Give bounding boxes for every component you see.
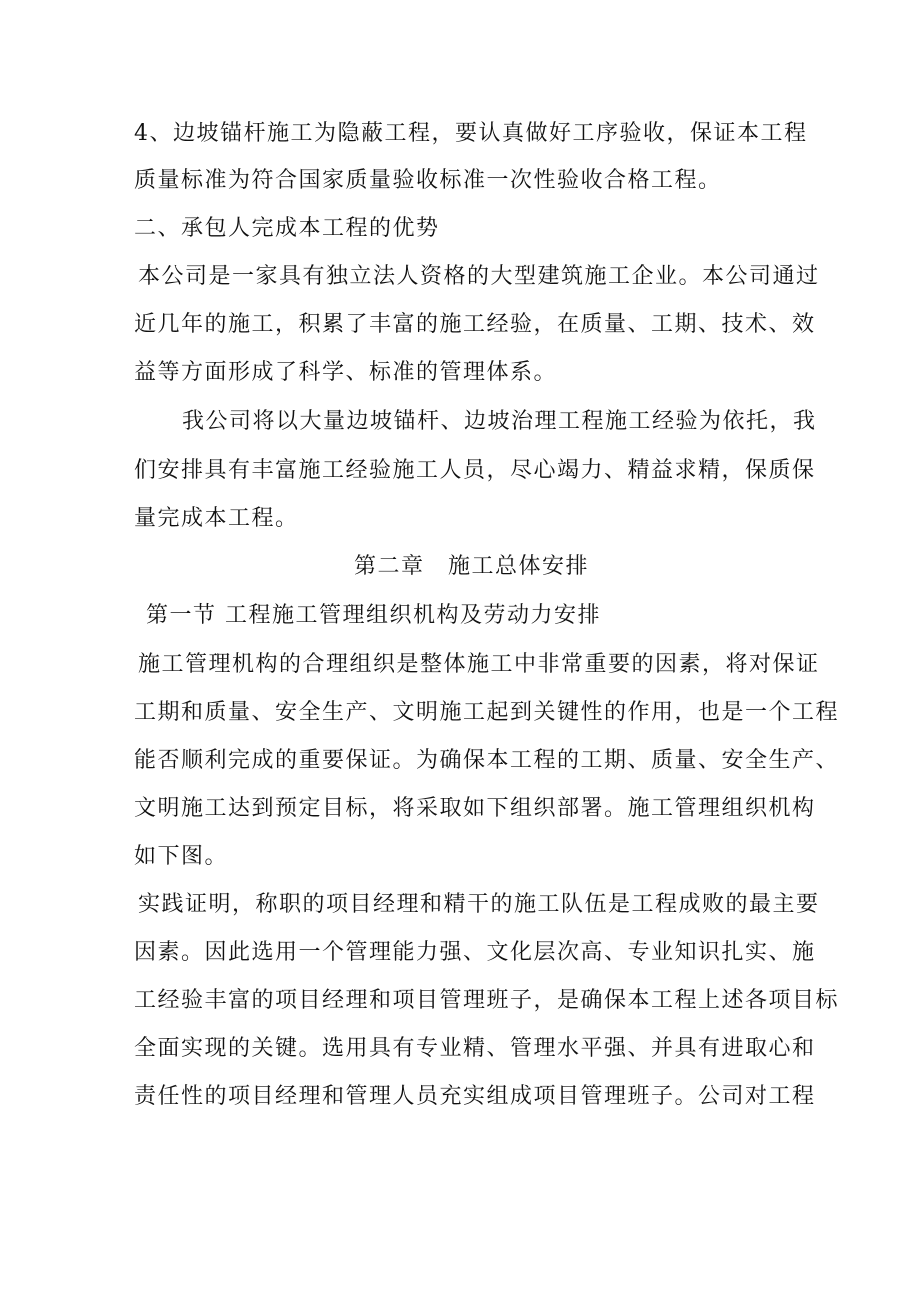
paragraph-line: 实践证明，称职的项目经理和精干的施工队伍是工程成败的最主要 [138, 892, 820, 917]
paragraph-line: 工期和质量、安全生产、文明施工起到关键性的作用，也是一个工程 [134, 700, 840, 725]
paragraph-line: 工经验丰富的项目经理和项目管理班子，是确保本工程上述各项目标 [134, 988, 840, 1013]
paragraph-line: 近几年的施工，积累了丰富的施工经验，在质量、工期、技术、效 [134, 312, 816, 337]
paragraph-line: 4、边坡锚杆施工为隐蔽工程，要认真做好工序验收，保证本工程 [134, 121, 808, 146]
paragraph-line: 我公司将以大量边坡锚杆、边坡治理工程施工经验为依托，我 [182, 409, 817, 434]
paragraph-line: 全面实现的关键。选用具有专业精、管理水平强、并具有进取心和 [134, 1036, 816, 1061]
paragraph-line: 质量标准为符合国家质量验收标准一次性验收合格工程。 [134, 168, 722, 193]
paragraph-line: 们安排具有丰富施工经验施工人员，尽心竭力、精益求精，保质保 [134, 458, 816, 483]
paragraph-line: 文明施工达到预定目标，将采取如下组织部署。施工管理组织机构 [134, 796, 816, 821]
chapter-title: 第二章 施工总体安排 [354, 554, 590, 579]
paragraph-line: 本公司是一家具有独立法人资格的大型建筑施工企业。本公司通过 [138, 264, 820, 289]
section-heading: 二、承包人完成本工程的优势 [134, 216, 440, 241]
paragraph-line: 责任性的项目经理和管理人员充实组成项目管理班子。公司对工程 [134, 1084, 816, 1109]
paragraph-line: 能否顺利完成的重要保证。为确保本工程的工期、质量、安全生产、 [134, 748, 840, 773]
paragraph-line: 如下图。 [134, 844, 229, 869]
paragraph-line: 因素。因此选用一个管理能力强、文化层次高、专业知识扎实、施 [134, 940, 816, 965]
paragraph-line: 益等方面形成了科学、标准的管理体系。 [134, 360, 558, 385]
paragraph-line: 施工管理机构的合理组织是整体施工中非常重要的因素，将对保证 [138, 652, 820, 677]
paragraph-line: 量完成本工程。 [134, 506, 299, 531]
section-title: 第一节 工程施工管理组织机构及劳动力安排 [146, 603, 601, 628]
